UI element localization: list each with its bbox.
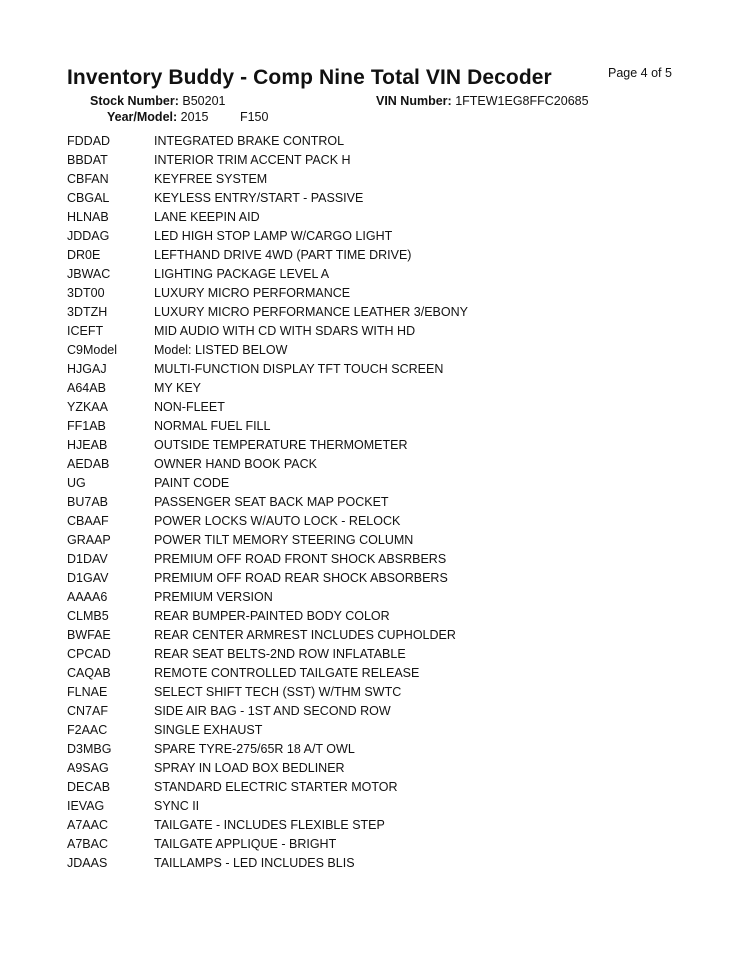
option-description: MID AUDIO WITH CD WITH SDARS WITH HD (154, 324, 416, 338)
option-description: PREMIUM OFF ROAD FRONT SHOCK ABSRBERS (154, 552, 447, 566)
option-description: SPARE TYRE-275/65R 18 A/T OWL (154, 742, 355, 756)
option-code: JBWAC (67, 267, 111, 281)
option-code: A64AB (67, 381, 106, 395)
option-code: UG (67, 476, 86, 490)
option-description: OUTSIDE TEMPERATURE THERMOMETER (154, 438, 408, 452)
vin-number-label: VIN Number: (376, 94, 452, 108)
option-description: POWER LOCKS W/AUTO LOCK - RELOCK (154, 514, 401, 528)
option-code: HJEAB (67, 438, 108, 452)
option-description: MY KEY (154, 381, 202, 395)
option-description: LEFTHAND DRIVE 4WD (PART TIME DRIVE) (154, 248, 412, 262)
vin-number-value: 1FTEW1EG8FFC20685 (455, 94, 589, 108)
option-description: PREMIUM VERSION (154, 590, 273, 604)
option-code: BWFAE (67, 628, 111, 642)
option-description: TAILGATE APPLIQUE - BRIGHT (154, 837, 337, 851)
option-description: PAINT CODE (154, 476, 230, 490)
stock-number-label: Stock Number: (90, 94, 179, 108)
option-code: JDDAG (67, 229, 110, 243)
option-description: STANDARD ELECTRIC STARTER MOTOR (154, 780, 398, 794)
page-title: Inventory Buddy - Comp Nine Total VIN Decoder (67, 66, 552, 89)
option-code: D1GAV (67, 571, 109, 585)
option-code: AEDAB (67, 457, 110, 471)
page-number: Page 4 of 5 (608, 66, 672, 80)
option-description: KEYFREE SYSTEM (154, 172, 268, 186)
model-value: F150 (239, 110, 269, 124)
option-code: BBDAT (67, 153, 108, 167)
option-description: NON-FLEET (154, 400, 225, 414)
option-description: PASSENGER SEAT BACK MAP POCKET (154, 495, 389, 509)
option-code: JDAAS (67, 856, 108, 870)
option-description: LUXURY MICRO PERFORMANCE LEATHER 3/EBONY (154, 305, 468, 319)
option-code: CPCAD (67, 647, 111, 661)
option-description: POWER TILT MEMORY STEERING COLUMN (154, 533, 414, 547)
option-code: FF1AB (67, 419, 106, 433)
option-description: LANE KEEPIN AID (154, 210, 260, 224)
year-model-label: Year/Model: (107, 110, 178, 124)
option-code: 3DTZH (67, 305, 108, 319)
option-description: LIGHTING PACKAGE LEVEL A (154, 267, 330, 281)
option-code: CBFAN (67, 172, 109, 186)
option-description: TAILLAMPS - LED INCLUDES BLIS (154, 856, 355, 870)
option-description: SIDE AIR BAG - 1ST AND SECOND ROW (154, 704, 391, 718)
vin-number (376, 94, 589, 108)
option-code: CBGAL (67, 191, 110, 205)
option-code: GRAAP (67, 533, 111, 547)
option-code: IEVAG (67, 799, 105, 813)
option-code: HLNAB (67, 210, 109, 224)
option-description: MULTI-FUNCTION DISPLAY TFT TOUCH SCREEN (154, 362, 444, 376)
option-code: A7AAC (67, 818, 108, 832)
year-value: 2015 (180, 110, 209, 124)
option-description: NORMAL FUEL FILL (154, 419, 271, 433)
option-description: REAR CENTER ARMREST INCLUDES CUPHOLDER (154, 628, 456, 642)
option-code: F2AAC (67, 723, 108, 737)
option-code: D3MBG (67, 742, 112, 756)
option-description: LED HIGH STOP LAMP W/CARGO LIGHT (154, 229, 393, 243)
option-code: ICEFT (67, 324, 104, 338)
option-code: HJGAJ (67, 362, 107, 376)
option-code: BU7AB (67, 495, 108, 509)
option-code: CN7AF (67, 704, 108, 718)
option-code: FLNAE (67, 685, 108, 699)
option-code: 3DT00 (67, 286, 105, 300)
option-code: AAAA6 (67, 590, 108, 604)
option-description: INTEGRATED BRAKE CONTROL (154, 134, 345, 148)
option-code: CAQAB (67, 666, 111, 680)
option-code: CLMB5 (67, 609, 109, 623)
option-description: OWNER HAND BOOK PACK (154, 457, 317, 471)
option-description: KEYLESS ENTRY/START - PASSIVE (154, 191, 364, 205)
option-code: A7BAC (67, 837, 108, 851)
option-description: REAR BUMPER-PAINTED BODY COLOR (154, 609, 390, 623)
option-description: REAR SEAT BELTS-2ND ROW INFLATABLE (154, 647, 406, 661)
option-description: REMOTE CONTROLLED TAILGATE RELEASE (154, 666, 420, 680)
option-description: SINGLE EXHAUST (154, 723, 263, 737)
option-code: D1DAV (67, 552, 108, 566)
option-description: SYNC II (154, 799, 200, 813)
option-description: SELECT SHIFT TECH (SST) W/THM SWTC (154, 685, 402, 699)
option-description: TAILGATE - INCLUDES FLEXIBLE STEP (154, 818, 385, 832)
option-code: C9Model (67, 343, 118, 357)
option-description: PREMIUM OFF ROAD REAR SHOCK ABSORBERS (154, 571, 448, 585)
year-model (107, 110, 268, 124)
option-description: Model: LISTED BELOW (154, 343, 288, 357)
option-code: DECAB (67, 780, 111, 794)
option-code: DR0E (67, 248, 101, 262)
option-description: LUXURY MICRO PERFORMANCE (154, 286, 351, 300)
option-description: SPRAY IN LOAD BOX BEDLINER (154, 761, 345, 775)
option-code: FDDAD (67, 134, 111, 148)
stock-number-value: B50201 (182, 94, 226, 108)
option-code: CBAAF (67, 514, 109, 528)
option-code: A9SAG (67, 761, 109, 775)
option-description: INTERIOR TRIM ACCENT PACK H (154, 153, 351, 167)
stock-number (90, 94, 226, 108)
option-code: YZKAA (67, 400, 108, 414)
